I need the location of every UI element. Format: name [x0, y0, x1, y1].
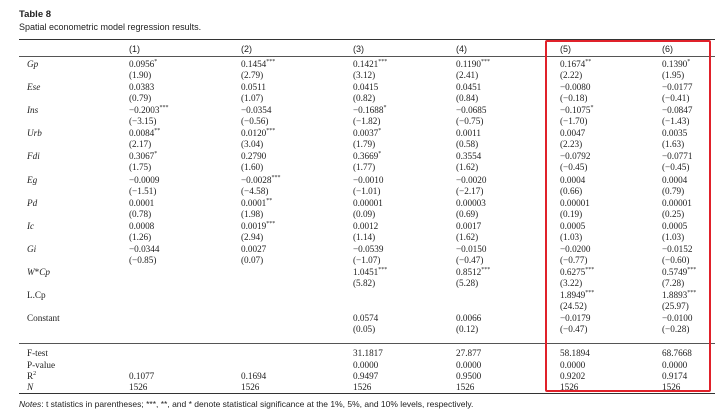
t-stat-cell: (25.97): [662, 301, 689, 311]
significance-stars: ***: [480, 59, 490, 65]
stat-value: 1526: [241, 382, 260, 392]
coefficient-cell: [456, 105, 486, 115]
significance-stars: *: [378, 128, 382, 135]
variable-label: Gp: [27, 59, 39, 69]
significance-stars: *: [378, 151, 382, 158]
coefficient-value: −0.0771: [662, 151, 693, 162]
coefficient-cell: [241, 151, 266, 161]
t-stat-cell: (0.79): [129, 93, 152, 104]
significance-stars: ***: [378, 59, 388, 65]
coefficient-cell: [241, 59, 275, 69]
stat-value: 0.9500: [456, 371, 482, 381]
variable-label: Gi: [27, 243, 37, 254]
significance-stars: ***: [687, 290, 697, 296]
significance-stars: ***: [159, 105, 169, 112]
column-header: (5): [560, 44, 571, 54]
t-stat-cell: (5.82): [353, 277, 376, 288]
coefficient-cell: [456, 151, 481, 161]
stat-label: P-value: [27, 360, 56, 370]
coefficient-cell: [456, 198, 486, 208]
coefficient-value: 0.00003: [456, 197, 486, 208]
significance-stars: ***: [687, 266, 697, 273]
coefficient-value: 0.0027: [241, 243, 267, 254]
t-stat-cell: (0.25): [662, 208, 685, 219]
significance-stars: ***: [481, 266, 491, 273]
t-stat-cell: (1.62): [456, 162, 479, 173]
coefficient-value: 0.5749: [662, 266, 688, 277]
significance-stars: *: [154, 151, 158, 158]
t-stat-cell: (0.58): [456, 139, 479, 150]
coefficient-cell: [129, 198, 154, 208]
coefficient-value: −0.0179: [560, 313, 591, 324]
variable-label: L.Cp: [27, 290, 46, 300]
column-header: (6): [662, 44, 673, 54]
stat-value: 1526: [456, 382, 475, 392]
t-stat-cell: (0.79): [662, 185, 685, 196]
coefficient-value: 0.00001: [662, 197, 692, 208]
variable-label: Ic: [27, 220, 35, 231]
stat-label: N: [27, 382, 34, 392]
t-stat-cell: (3.22): [560, 277, 583, 288]
stat-label: $R^2$: [27, 371, 37, 381]
significance-stars: *: [383, 105, 387, 112]
stat-label: F-test: [27, 348, 48, 358]
coefficient-value: −0.0150: [456, 243, 487, 254]
coefficient-value: 0.0008: [129, 220, 155, 231]
t-stat-cell: (−0.77): [560, 254, 588, 265]
t-stat-cell: (−0.18): [560, 93, 588, 104]
t-stat-cell: (−0.47): [456, 254, 484, 265]
coefficient-value: −0.0020: [456, 174, 487, 185]
t-stat-cell: (2.22): [560, 70, 583, 80]
table-title: Table 8: [19, 9, 52, 20]
coefficient-value: −0.0685: [456, 105, 487, 116]
coefficient-value: 0.0037: [353, 128, 379, 139]
t-stat-cell: (0.82): [353, 93, 376, 104]
t-stat-cell: (−1.43): [662, 116, 690, 127]
t-stat-cell: (−1.07): [353, 254, 381, 265]
column-header: (1): [129, 44, 140, 54]
coefficient-value: 0.0005: [560, 220, 586, 231]
coefficient-value: 0.1454: [241, 59, 267, 69]
coefficient-cell: [241, 128, 275, 138]
coefficient-value: 0.0383: [129, 82, 155, 93]
significance-stars: ***: [266, 59, 276, 65]
table-notes: [19, 399, 473, 409]
coefficient-value: 0.1390: [662, 59, 688, 69]
coefficient-cell: [129, 59, 157, 69]
coefficient-cell: [456, 82, 481, 92]
coefficient-cell: [241, 82, 266, 92]
t-stat-cell: (−0.75): [456, 116, 484, 127]
coefficient-value: −0.0792: [560, 151, 591, 162]
t-stat-cell: (1.03): [662, 231, 685, 242]
stat-value: 1526: [560, 382, 579, 392]
notes-text: : t statistics in parentheses; ***, **, and * denote statistical significance at the 1%, 5%, and 10% levels, respectively.: [41, 399, 474, 409]
coefficient-cell: [241, 105, 271, 115]
variable-label: Pd: [27, 197, 38, 208]
t-stat-cell: (0.69): [456, 208, 479, 219]
coefficient-cell: [353, 175, 383, 185]
coefficient-cell: [353, 267, 387, 277]
coefficient-cell: [129, 175, 159, 185]
coefficient-value: 0.0001: [129, 197, 155, 208]
t-stat-cell: (24.52): [560, 301, 587, 311]
coefficient-cell: [353, 105, 386, 115]
coefficient-value: 0.0012: [353, 220, 379, 231]
variable-label: Ese: [27, 82, 41, 93]
t-stat-cell: (−0.28): [662, 324, 690, 335]
coefficient-cell: [353, 221, 378, 231]
coefficient-cell: [353, 82, 378, 92]
coefficient-value: 0.0017: [456, 220, 482, 231]
coefficient-value: 0.8512: [456, 266, 482, 277]
table-caption: Spatial econometric model regression results.: [19, 22, 202, 32]
coefficient-value: 0.00001: [560, 197, 590, 208]
significance-stars: **: [266, 197, 273, 204]
coefficient-cell: [353, 128, 381, 138]
t-stat-cell: (0.05): [353, 324, 376, 335]
coefficient-cell: [241, 175, 280, 185]
t-stat-cell: (3.12): [353, 70, 376, 80]
t-stat-cell: (1.79): [353, 139, 376, 150]
coefficient-value: 0.0004: [560, 174, 586, 185]
t-stat-cell: (1.62): [456, 231, 479, 242]
stat-value: 0.0000: [662, 360, 688, 370]
coefficient-cell: [129, 82, 154, 92]
t-stat-cell: (0.66): [560, 185, 583, 196]
coefficient-value: 0.1421: [353, 59, 379, 69]
coefficient-cell: [456, 128, 481, 138]
t-stat-cell: (1.77): [353, 162, 376, 173]
stat-value: 1526: [353, 382, 372, 392]
coefficient-value: 0.0066: [456, 313, 482, 324]
stat-value: 58.1894: [560, 348, 590, 358]
stat-value: 0.0000: [560, 360, 586, 370]
significance-stars: *: [154, 59, 158, 65]
t-stat-cell: (1.03): [560, 231, 583, 242]
t-stat-cell: (−0.60): [662, 254, 690, 265]
significance-stars: **: [585, 59, 592, 65]
variable-label: Fdi: [27, 151, 40, 162]
coefficient-value: 0.0035: [662, 128, 688, 139]
coefficient-value: −0.2003: [129, 105, 160, 116]
stat-value: 27.877: [456, 348, 482, 358]
coefficient-value: 0.3554: [456, 151, 482, 162]
coefficient-value: 0.0084: [129, 128, 155, 139]
significance-stars: ***: [378, 266, 388, 273]
t-stat-cell: (3.04): [241, 139, 264, 150]
coefficient-value: 0.0011: [456, 128, 481, 139]
t-stat-cell: (−2.17): [456, 185, 484, 196]
variable-label: Ins: [27, 105, 39, 116]
coefficient-cell: [129, 128, 160, 138]
t-stat-cell: (−0.41): [662, 93, 690, 104]
t-stat-cell: (−4.58): [241, 185, 269, 196]
coefficient-value: −0.0354: [241, 105, 272, 116]
coefficient-cell: [241, 221, 275, 231]
t-stat-cell: (0.12): [456, 324, 479, 335]
coefficient-value: 0.0956: [129, 59, 155, 69]
coefficient-value: 0.2790: [241, 151, 267, 162]
coefficient-value: 0.3669: [353, 151, 379, 162]
coefficient-value: 0.3067: [129, 151, 155, 162]
coefficient-value: 0.1674: [560, 59, 586, 69]
coefficient-value: −0.0539: [353, 243, 384, 254]
t-stat-cell: (0.84): [456, 93, 479, 104]
significance-stars: ***: [271, 174, 281, 181]
coefficient-cell: [241, 198, 272, 208]
t-stat-cell: (−0.47): [560, 324, 588, 335]
t-stat-cell: (2.79): [241, 70, 264, 80]
coefficient-value: 0.0120: [241, 128, 267, 139]
variable-label: Eg: [27, 174, 38, 185]
coefficient-value: −0.0028: [241, 174, 272, 185]
coefficient-cell: [353, 59, 387, 69]
significance-stars: *: [590, 105, 594, 112]
coefficient-cell: [129, 151, 157, 161]
stat-value: 1526: [662, 382, 681, 392]
stat-value: 0.1077: [129, 371, 155, 381]
stat-value: 1526: [129, 382, 148, 392]
stat-value: 31.1817: [353, 348, 383, 358]
coefficient-value: 0.0001: [241, 197, 267, 208]
coefficient-value: −0.0344: [129, 243, 160, 254]
coefficient-cell: [241, 244, 266, 254]
coefficient-cell: [353, 244, 383, 254]
t-stat-cell: (1.26): [129, 231, 152, 242]
t-stat-cell: (0.09): [353, 208, 376, 219]
t-stat-cell: (−0.45): [560, 162, 588, 173]
coefficient-value: 0.0415: [353, 82, 379, 93]
t-stat-cell: (0.07): [241, 254, 264, 265]
coefficient-value: −0.0847: [662, 105, 693, 116]
coefficient-cell: [456, 313, 481, 323]
t-stat-cell: (1.90): [129, 70, 152, 80]
stat-value: 68.7668: [662, 348, 692, 358]
notes-label: Notes: [19, 399, 42, 409]
t-stat-cell: (2.41): [456, 70, 479, 80]
coefficient-value: 1.8949: [560, 290, 586, 300]
coefficient-value: 0.1190: [456, 59, 481, 69]
significance-stars: ***: [266, 220, 276, 227]
coefficient-value: 0.0019: [241, 220, 267, 231]
coefficient-value: 1.0451: [353, 266, 379, 277]
coefficient-cell: [456, 59, 490, 69]
coefficient-value: 1.8893: [662, 290, 688, 300]
coefficient-value: 0.0005: [662, 220, 688, 231]
t-stat-cell: (1.75): [129, 162, 152, 173]
stat-value: 0.9202: [560, 371, 586, 381]
coefficient-value: −0.0152: [662, 243, 693, 254]
t-stat-cell: (−1.01): [353, 185, 381, 196]
t-stat-cell: (2.17): [129, 139, 152, 150]
t-stat-cell: (1.14): [353, 231, 376, 242]
t-stat-cell: (1.63): [662, 139, 685, 150]
coefficient-value: −0.0080: [560, 82, 591, 93]
t-stat-cell: (−0.45): [662, 162, 690, 173]
t-stat-cell: (5.28): [456, 277, 479, 288]
t-stat-cell: (1.98): [241, 208, 264, 219]
coefficient-cell: [456, 267, 490, 277]
coefficient-value: −0.0200: [560, 243, 591, 254]
significance-stars: ***: [266, 128, 276, 135]
coefficient-cell: [456, 244, 486, 254]
stat-value: 0.9174: [662, 371, 688, 381]
t-stat-cell: (1.95): [662, 70, 685, 80]
coefficient-value: −0.1688: [353, 105, 384, 116]
t-stat-cell: (−0.56): [241, 116, 269, 127]
bottom-rule: [19, 393, 715, 394]
coefficient-value: 0.0451: [456, 82, 482, 93]
stat-value: 0.9497: [353, 371, 379, 381]
t-stat-cell: (1.07): [241, 93, 264, 104]
t-stat-cell: (2.23): [560, 139, 583, 150]
t-stat-cell: (−1.51): [129, 185, 157, 196]
column-header: (3): [353, 44, 364, 54]
variable-label: Constant: [27, 313, 60, 324]
stat-value: 0.0000: [353, 360, 379, 370]
coefficient-cell: [129, 105, 168, 115]
coefficient-cell: [353, 151, 381, 161]
variable-label: W*Cp: [27, 266, 50, 277]
coefficient-value: 0.0047: [560, 128, 586, 139]
t-stat-cell: (−3.15): [129, 116, 157, 127]
column-header: (4): [456, 44, 467, 54]
coefficient-cell: [353, 313, 378, 323]
coefficient-value: 0.0004: [662, 174, 688, 185]
t-stat-cell: (0.78): [129, 208, 152, 219]
stat-value: 0.0000: [456, 360, 482, 370]
significance-stars: **: [154, 128, 161, 135]
coefficient-value: −0.0010: [353, 174, 384, 185]
t-stat-cell: (1.60): [241, 162, 264, 173]
t-stat-cell: (−0.85): [129, 254, 157, 265]
coefficient-value: 0.00001: [353, 197, 383, 208]
t-stat-cell: (2.94): [241, 231, 264, 242]
coefficient-value: 0.0511: [241, 82, 266, 93]
coefficient-cell: [129, 221, 154, 231]
t-stat-cell: (7.28): [662, 277, 685, 288]
coefficient-value: −0.0177: [662, 82, 693, 93]
stat-value: 0.1694: [241, 371, 267, 381]
significance-stars: ***: [585, 266, 595, 273]
coefficient-value: −0.1075: [560, 105, 591, 116]
coefficient-cell: [456, 175, 486, 185]
coefficient-value: 0.0574: [353, 313, 379, 324]
significance-stars: ***: [585, 290, 595, 296]
coefficient-value: 0.6275: [560, 266, 586, 277]
t-stat-cell: (−1.70): [560, 116, 588, 127]
coefficient-value: −0.0100: [662, 313, 693, 324]
t-stat-cell: (0.19): [560, 208, 583, 219]
coefficient-cell: [129, 244, 159, 254]
coefficient-cell: [456, 221, 481, 231]
variable-label: Urb: [27, 128, 42, 139]
significance-stars: *: [687, 59, 691, 65]
column-header: (2): [241, 44, 252, 54]
coefficient-cell: [353, 198, 383, 208]
highlight-box: [545, 40, 711, 392]
t-stat-cell: (−1.82): [353, 116, 381, 127]
coefficient-value: −0.0009: [129, 174, 160, 185]
